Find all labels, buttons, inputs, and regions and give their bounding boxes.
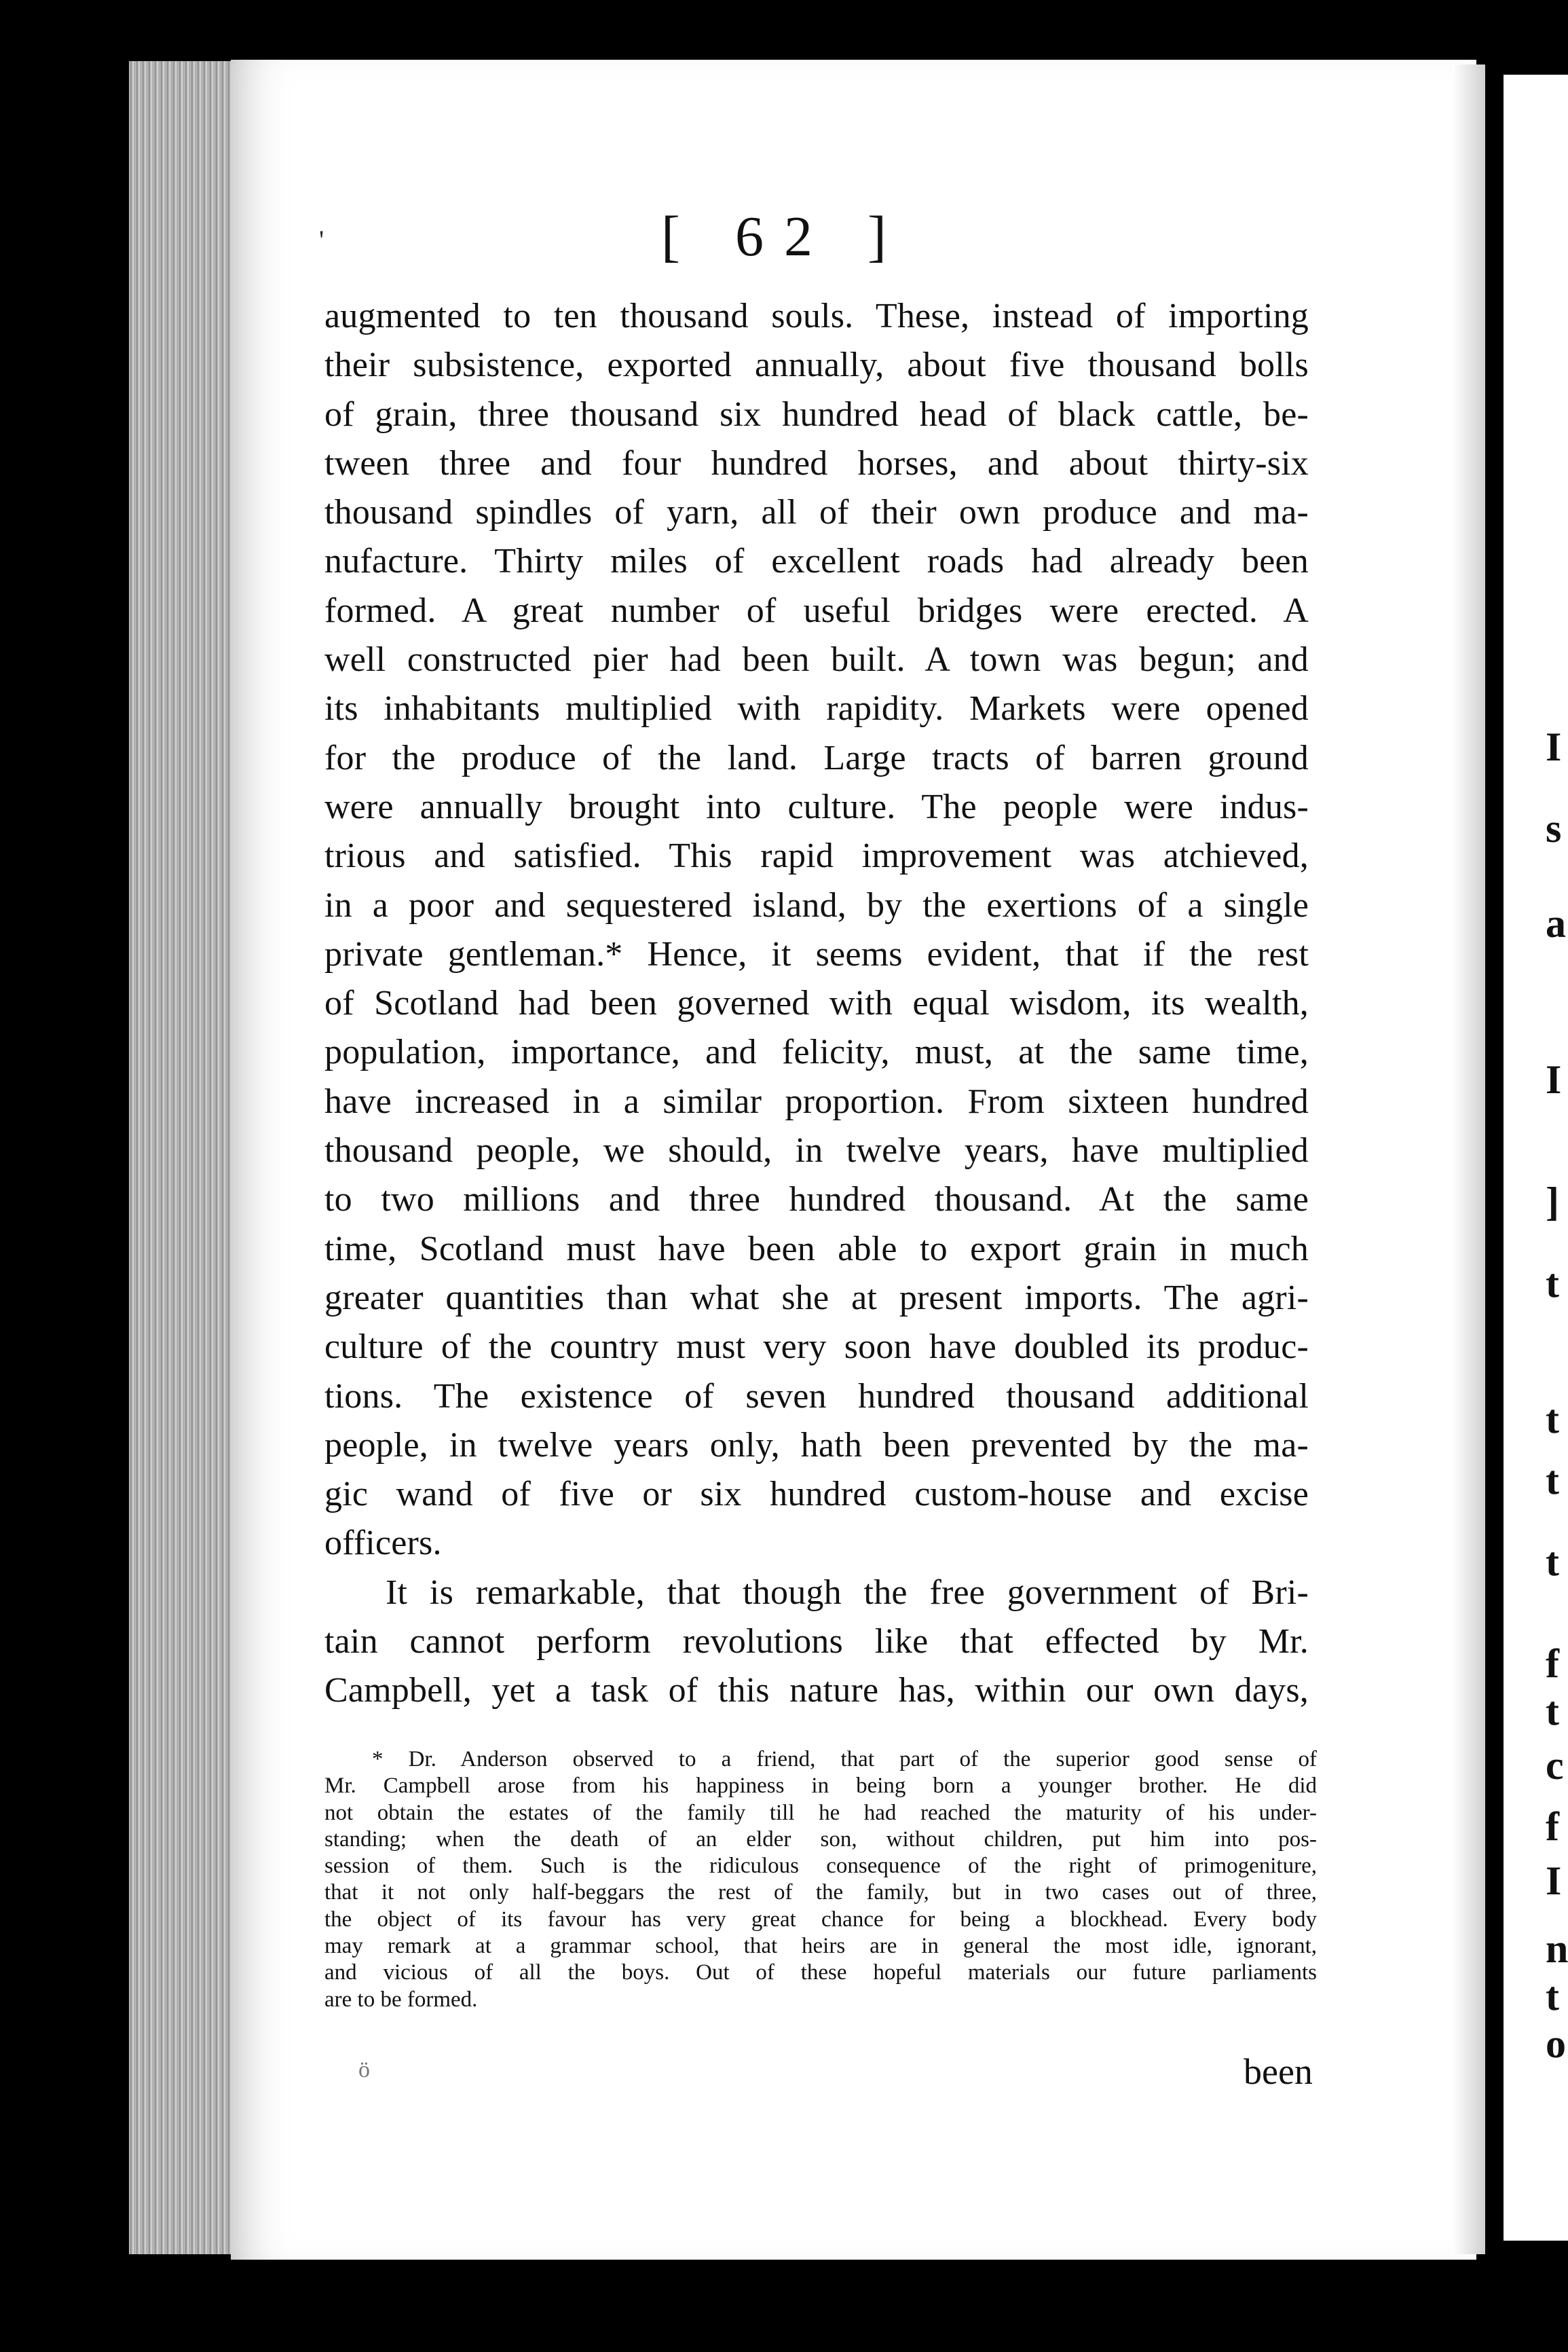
text-line: thousand spindles of yarn, all of their own produce and ma- — [324, 493, 1309, 532]
text-line: people, in twelve years only, hath been prevented by the ma- — [324, 1425, 1309, 1465]
footnote-line: not obtain the estates of the family till he had reached the maturity of his under- — [324, 1800, 1317, 1825]
text-line: greater quantities than what she at present imports. The agri- — [324, 1278, 1309, 1317]
text-line: nufacture. Thirty miles of excellent roads had already been — [324, 542, 1309, 581]
body-text — [324, 292, 1309, 1716]
next-page-char: n — [1546, 1926, 1568, 1971]
next-page-char: t — [1546, 1458, 1559, 1503]
page-gutter-shadow — [1453, 65, 1485, 2254]
footnote-line: and vicious of all the boys. Out of these hopeful materials our future parliaments — [324, 1960, 1317, 1985]
text-line: tain cannot perform revolutions like that effected by Mr. — [324, 1622, 1309, 1661]
footnote-line: the object of its favour has very great chance for being a blockhead. Every body — [324, 1907, 1317, 1932]
footnote-line: standing; when the death of an elder son, without children, put him into pos- — [324, 1826, 1317, 1852]
text-line: thousand people, we should, in twelve years, have multiplied — [324, 1131, 1309, 1171]
text-line: culture of the country must very soon have doubled its produc- — [324, 1327, 1309, 1367]
text-line: tween three and four hundred horses, and about thirty-six — [324, 443, 1309, 483]
text-line: tions. The existence of seven hundred thousand additional — [324, 1376, 1309, 1416]
footnote-line: Mr. Campbell arose from his happiness in being born a younger brother. He did — [324, 1774, 1317, 1799]
text-line: time, Scotland must have been able to export grain in much — [324, 1229, 1309, 1268]
ink-smudge: ö — [358, 2057, 370, 2082]
text-line: its inhabitants multiplied with rapidity. Markets were opened — [324, 689, 1309, 729]
printer-mark: ' — [319, 225, 324, 255]
next-page-char: I — [1546, 1057, 1562, 1102]
catchword: been — [1244, 2051, 1313, 2092]
next-page-char: f — [1546, 1804, 1559, 1849]
text-line: It is remarkable, that though the free government of Bri- — [386, 1573, 1309, 1612]
text-line: Campbell, yet a task of this nature has, within our own days, — [324, 1671, 1309, 1710]
footnote-line: are to be formed. — [324, 1987, 478, 2012]
text-line: in a poor and sequestered island, by the exertions of a single — [324, 885, 1309, 925]
next-page-char: t — [1546, 1261, 1559, 1306]
text-line: of Scotland had been governed with equal wisdom, its wealth, — [324, 984, 1309, 1023]
next-page-char: a — [1546, 901, 1566, 946]
page-number-header: [ 62 ] — [661, 205, 907, 268]
page-stack-edge — [129, 61, 231, 2254]
text-line: officers. — [324, 1524, 442, 1563]
next-page-char: t — [1546, 1689, 1559, 1733]
text-line: population, importance, and felicity, must, at the same time, — [324, 1033, 1309, 1072]
next-page-char: I — [1546, 724, 1562, 769]
footnote-line: that it not only half-beggars the rest of the family, but in two cases out of three, — [324, 1880, 1317, 1905]
next-page-char: t — [1546, 1397, 1559, 1441]
text-line: formed. A great number of useful bridges were erected. A — [324, 591, 1309, 630]
text-line: well constructed pier had been built. A town was begun; and — [324, 640, 1309, 680]
text-line: private gentleman.* Hence, it seems evident, that if the rest — [324, 934, 1309, 974]
footnote-line: may remark at a grammar school, that heirs are in general the most idle, ignorant, — [324, 1934, 1317, 1959]
next-page-char: f — [1546, 1641, 1559, 1686]
next-page-char: t — [1546, 1974, 1559, 2019]
text-line: of grain, three thousand six hundred head of black cattle, be- — [324, 394, 1309, 434]
next-page-char: s — [1546, 806, 1562, 851]
next-page-char: t — [1546, 1539, 1559, 1584]
footnote-line: session of them. Such is the ridiculous consequence of the right of primogeniture, — [324, 1854, 1317, 1879]
next-page-char: c — [1546, 1743, 1564, 1788]
text-line: their subsistence, exported annually, about five thousand bolls — [324, 346, 1309, 385]
text-line: have increased in a similar proportion. From sixteen hundred — [324, 1082, 1309, 1121]
footnote-line: * Dr. Anderson observed to a friend, that part of the superior good sense of — [372, 1747, 1317, 1771]
text-line: gic wand of five or six hundred custom-house and excise — [324, 1475, 1309, 1514]
next-page-char: o — [1546, 2021, 1566, 2066]
text-line: for the produce of the land. Large tracts of barren ground — [324, 738, 1309, 777]
next-page-char: ] — [1546, 1179, 1559, 1224]
next-page-fragment — [1504, 75, 1568, 2241]
text-line: trious and satisfied. This rapid improvement was atchieved, — [324, 837, 1309, 876]
text-line: to two millions and three hundred thousand. At the same — [324, 1180, 1309, 1219]
footnote-block — [324, 1746, 1317, 2013]
text-line: were annually brought into culture. The people were indus- — [324, 787, 1309, 826]
text-line: augmented to ten thousand souls. These, instead of importing — [324, 297, 1309, 335]
next-page-char: I — [1546, 1858, 1562, 1903]
